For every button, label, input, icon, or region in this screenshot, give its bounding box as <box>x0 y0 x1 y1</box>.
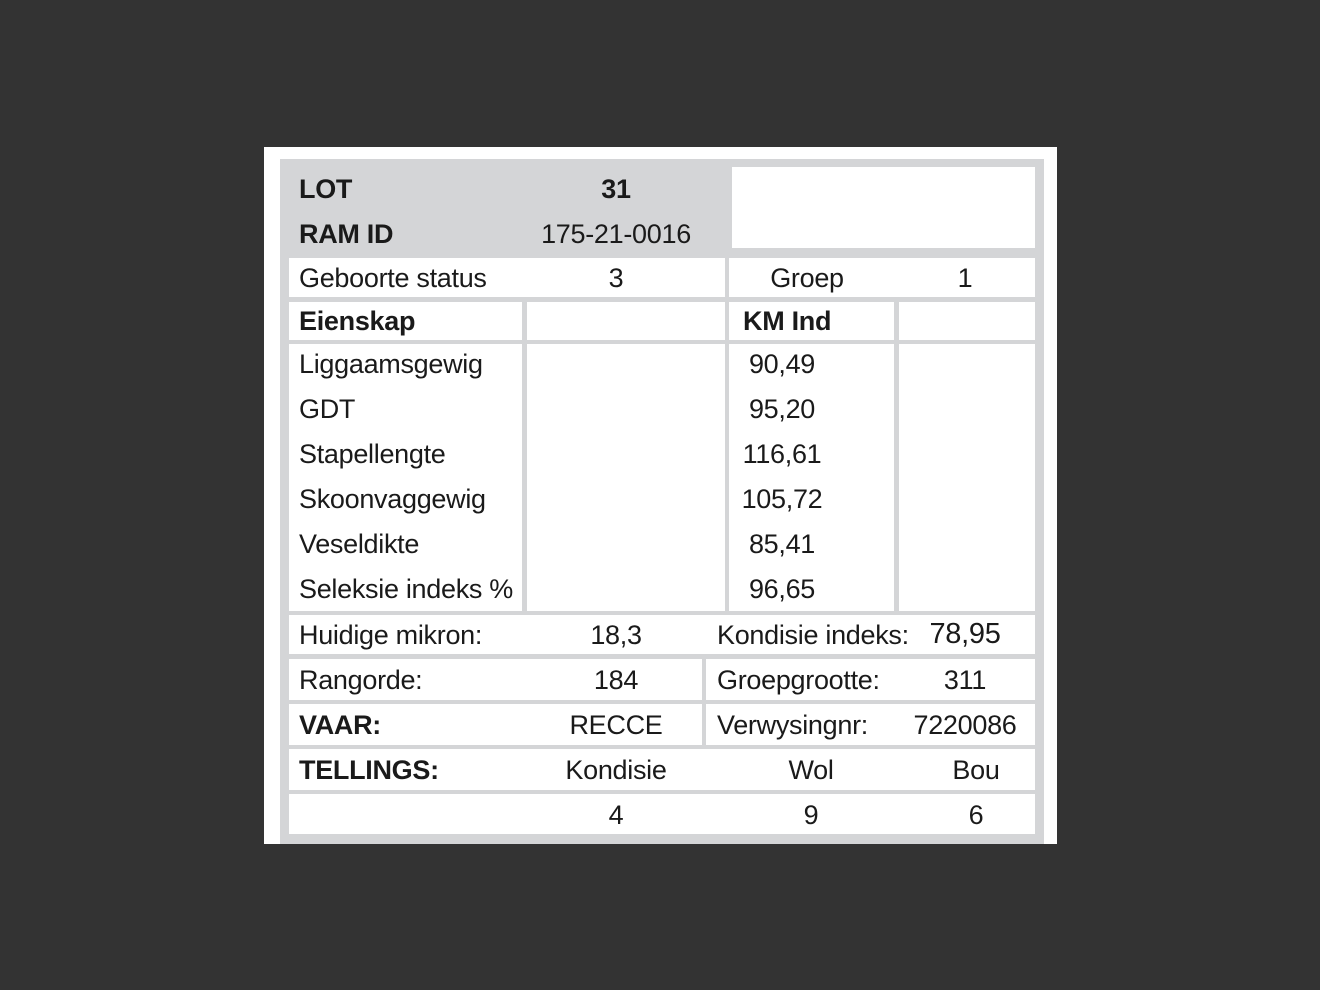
km-ind-header: KM Ind <box>743 306 832 336</box>
score-header-wool: Wol <box>788 755 834 785</box>
rank-value: 184 <box>593 665 639 695</box>
trait-label: GDT <box>299 394 356 424</box>
ram-id-value: 175-21-0016 <box>541 219 691 249</box>
sire-label: VAAR: <box>299 710 381 740</box>
scores-header-row <box>289 749 1035 790</box>
group-size-label: Groepgrootte: <box>717 665 880 695</box>
trait-value: 95,20 <box>748 394 816 424</box>
reference-label: Verwysingnr: <box>717 710 868 740</box>
traits-empty-column-2 <box>899 344 1035 611</box>
group-size-cell <box>706 659 1035 700</box>
trait-value: 85,41 <box>748 529 816 559</box>
group-label: Groep <box>770 263 844 293</box>
traits-empty-column <box>527 344 725 611</box>
rank-label: Rangorde: <box>299 665 423 695</box>
score-value-wool: 9 <box>803 800 819 830</box>
property-header: Eienskap <box>299 306 416 336</box>
lot-card <box>264 147 1057 844</box>
km-ind-header-cell <box>729 302 894 340</box>
trait-label: Seleksie indeks % <box>299 574 514 604</box>
score-header-build: Bou <box>952 755 1000 785</box>
birth-status-cell <box>289 258 725 297</box>
birth-status-value: 3 <box>608 263 624 293</box>
score-header-condition: Kondisie <box>565 755 667 785</box>
reference-value: 7220086 <box>913 710 1017 740</box>
trait-label: Liggaamsgewig <box>299 349 483 379</box>
traits-label-column <box>289 344 522 611</box>
trait-label: Stapellengte <box>299 439 446 469</box>
micron-value: 18,3 <box>590 620 642 650</box>
trait-label: Skoonvaggewig <box>299 484 486 514</box>
micron-label: Huidige mikron: <box>299 620 483 650</box>
traits-km-column <box>729 344 894 611</box>
trait-value: 90,49 <box>748 349 816 379</box>
rank-cell <box>289 659 702 700</box>
group-value: 1 <box>957 263 973 293</box>
lot-value: 31 <box>601 174 631 204</box>
group-size-value: 311 <box>943 665 987 695</box>
condition-index-label: Kondisie indeks: <box>717 620 909 650</box>
trait-value: 105,72 <box>741 484 823 514</box>
empty-header-cell <box>527 302 725 340</box>
trait-value: 116,61 <box>742 439 822 469</box>
condition-index-value: 78,95 <box>929 618 1001 650</box>
scores-values-row <box>289 794 1035 834</box>
lot-table <box>280 159 1044 844</box>
trait-label: Veseldikte <box>299 529 420 559</box>
empty-header-cell-2 <box>899 302 1035 340</box>
scores-label: TELLINGS: <box>299 755 439 785</box>
group-cell <box>729 258 1035 297</box>
trait-value: 96,65 <box>748 574 816 604</box>
property-header-cell <box>289 302 522 340</box>
score-value-condition: 4 <box>608 800 624 830</box>
score-value-build: 6 <box>968 800 984 830</box>
lot-label: LOT <box>299 174 353 204</box>
sire-cell <box>289 704 702 745</box>
sire-value: RECCE <box>569 710 663 740</box>
micron-row <box>289 615 1035 654</box>
birth-status-label: Geboorte status <box>299 263 487 293</box>
ram-id-label: RAM ID <box>299 219 394 249</box>
reference-cell <box>706 704 1035 745</box>
photo-area <box>732 167 1035 248</box>
